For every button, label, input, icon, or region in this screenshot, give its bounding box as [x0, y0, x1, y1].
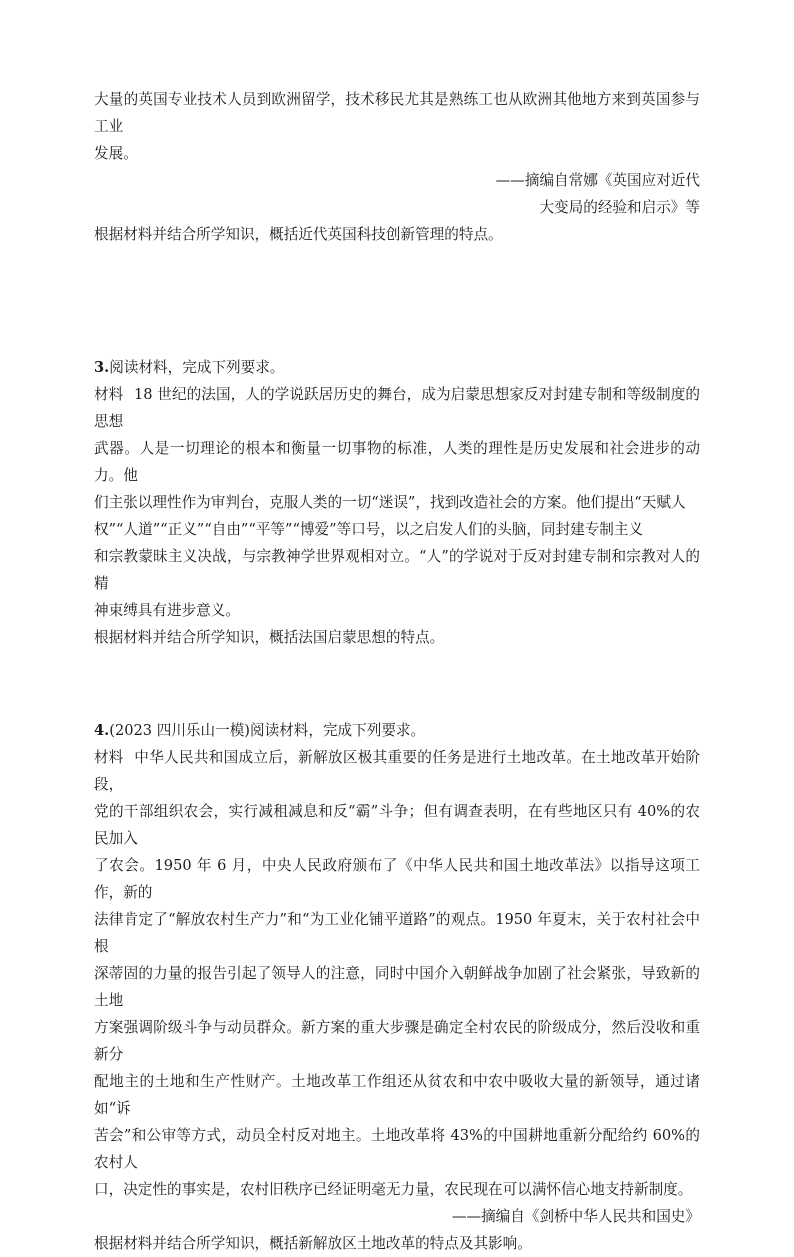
material-line: 口，决定性的事实是，农村旧秩序已经证明毫无力量，农民现在可以满怀信心地支持新制度。 — [94, 1181, 693, 1198]
material-tag: 材料 — [94, 386, 124, 403]
question-instruction: (2023 四川乐山一模)阅读材料，完成下列要求。 — [109, 722, 426, 739]
question-4 — [94, 717, 700, 1257]
material-line: 神束缚具有进步意义。 — [94, 602, 240, 619]
material-line: 党的干部组织农会，实行减租减息和反“霸”斗争；但有调查表明，在有些地区只有 40%的农民加入 — [94, 803, 700, 847]
question-title — [94, 717, 700, 744]
question-prompt: 根据材料并结合所学知识，概括新解放区土地改革的特点及其影响。 — [94, 1235, 532, 1252]
material-line: 苦会”和公审等方式，动员全村反对地主。土地改革将 43%的中国耕地重新分配给约 60%的农村人 — [94, 1127, 700, 1171]
question-prompt: 根据材料并结合所学知识，概括近代英国科技创新管理的特点。 — [94, 226, 503, 243]
material-line: 法律肯定了“解放农村生产力”和“为工业化铺平道路”的观点。1950 年夏末，关于农村社会中根 — [94, 911, 700, 955]
material-text: 中华人民共和国成立后，新解放区极其重要的任务是进行土地改革。在土地改革开始阶段， — [94, 749, 700, 793]
material-text: 18 世纪的法国，人的学说跃居历史的舞台，成为启蒙思想家反对封建专制和等级制度的思想 — [94, 386, 700, 430]
material-line — [94, 744, 700, 798]
question-number: 3. — [94, 359, 110, 376]
material-line: 配地主的土地和生产性财产。土地改革工作组还从贫农和中农中吸收大量的新领导，通过诸如“诉 — [94, 1073, 700, 1117]
material-line: 和宗教蒙昧主义决战，与宗教神学世界观相对立。“人”的学说对于反对封建专制和宗教对人的精 — [94, 548, 700, 592]
document-page — [94, 86, 700, 1257]
question-number: 4. — [94, 722, 110, 739]
material-line: 发展。 — [94, 145, 138, 162]
question-3 — [94, 354, 700, 651]
question-2-continuation — [94, 86, 700, 248]
question-prompt: 根据材料并结合所学知识，概括法国启蒙思想的特点。 — [94, 629, 445, 646]
material-tag: 材料 — [94, 749, 124, 766]
material-line: 方案强调阶级斗争与动员群众。新方案的重大步骤是确定全村农民的阶级成分，然后没收和重新分 — [94, 1019, 700, 1063]
material-line: 深蒂固的力量的报告引起了领导人的注意，同时中国介入朝鲜战争加剧了社会紧张，导致新的土地 — [94, 965, 700, 1009]
material-line: 武器。人是一切理论的根本和衡量一切事物的标准，人类的理性是历史发展和社会进步的动力。他 — [94, 440, 700, 484]
question-title — [94, 354, 700, 381]
material-line: 权”“人道”“正义”“自由”“平等”“博爱”等口号，以之启发人们的头脑，同封建专制主义 — [94, 521, 644, 538]
source-citation: ——摘编自《剑桥中华人民共和国史》 — [451, 1208, 700, 1225]
material-line: 大量的英国专业技术人员到欧洲留学，技术移民尤其是熟练工也从欧洲其他地方来到英国参与工业 — [94, 91, 700, 135]
material-line — [94, 381, 700, 435]
question-instruction: 阅读材料，完成下列要求。 — [109, 359, 285, 376]
material-line: 了农会。1950 年 6 月，中央人民政府颁布了《中华人民共和国土地改革法》以指导这项工作，新的 — [94, 857, 700, 901]
material-line: 们主张以理性作为审判台，克服人类的一切“迷误”，找到改造社会的方案。他们提出“天赋人 — [94, 494, 686, 511]
source-citation: ——摘编自常娜《英国应对近代 — [495, 172, 700, 189]
source-citation: 大变局的经验和启示》等 — [539, 199, 700, 216]
